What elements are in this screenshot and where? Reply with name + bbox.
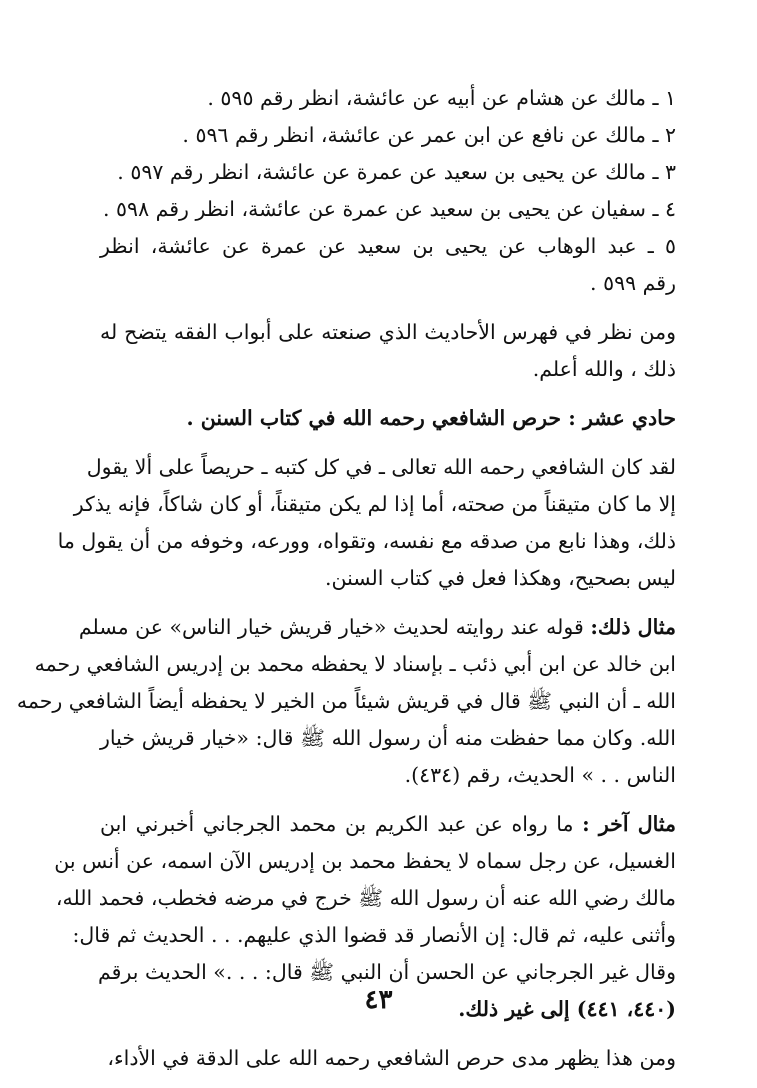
text-line: الله. وكان مما حفظت منه أن رسول الله ﷺ قال: «خيار قريش خيار <box>100 726 676 750</box>
section-title: حرص الشافعي رحمه الله في كتاب السنن . <box>186 406 562 430</box>
text-line: الغسيل، عن رجل سماه لا يحفظ محمد بن إدريس الآن اسمه، عن أنس بن <box>54 849 676 873</box>
example-label: مثال ذلك: <box>590 615 676 639</box>
text-line: ابن خالد عن ابن أبي ذئب ـ بإسناد لا يحفظه محمد بن إدريس الشافعي رحمه <box>34 652 676 676</box>
paragraph-caution <box>57 449 676 597</box>
text-line: ذلك ، والله أعلم. <box>532 357 676 381</box>
text-line: ليس بصحيح، وهكذا فعل في كتاب السنن. <box>324 566 676 590</box>
list-item-continuation: رقم ٥٩٩ . <box>590 271 676 295</box>
paragraph-index-note <box>100 314 676 388</box>
example-label: مثال آخر : <box>582 812 677 836</box>
page-number: ٤٣ <box>364 985 393 1015</box>
text-line: الله ـ أن النبي ﷺ قال في قريش شيئاً من الخير لا يحفظه أيضاً الشافعي رحمه <box>16 689 676 713</box>
narrator-chain-list <box>100 80 676 302</box>
list-item: ٥ ـ عبد الوهاب عن يحيى بن سعيد عن عمرة عن عائشة، انظر <box>100 234 676 258</box>
example-text: قوله عند روايته لحديث «خيار قريش خيار الناس» عن مسلم <box>78 615 584 639</box>
list-item: ١ ـ مالك عن هشام عن أبيه عن عائشة، انظر رقم ٥٩٥ . <box>207 86 676 110</box>
text-line: إلا ما كان متيقناً من صحته، أما إذا لم يكن متيقناً، أو كان شاكاً، فإنه يذكر <box>73 492 676 516</box>
paragraph-conclusion <box>100 1040 676 1077</box>
example-text: ما رواه عن عبد الكريم بن محمد الجرجاني أخبرني ابن <box>100 812 574 836</box>
text-line: ذلك، وهذا نابع من صدقه مع نفسه، وتقواه، وورعه، وخوفه من أن يقول ما <box>57 529 676 553</box>
text-line: لقد كان الشافعي رحمه الله تعالى ـ في كل كتبه ـ حريصاً على ألا يقول <box>86 455 676 479</box>
text-line: وأثنى عليه، ثم قال: إن الأنصار قد قضوا الذي عليهم. . . الحديث ثم قال: <box>72 923 676 947</box>
section-number-label: حادي عشر : <box>568 406 676 430</box>
example-one <box>16 609 676 794</box>
list-item: ٢ ـ مالك عن نافع عن ابن عمر عن عائشة، انظر رقم ٥٩٦ . <box>182 123 676 147</box>
text-line <box>78 609 676 646</box>
text-line: وقال غير الجرجاني عن الحسن أن النبي ﷺ قال: . . .» الحديث برقم <box>98 960 676 984</box>
text-line: (٤٤٠، ٤٤١) إلى غير ذلك. <box>458 997 676 1021</box>
section-heading-line <box>100 400 676 437</box>
text-line: ومن هذا يظهر مدى حرص الشافعي رحمه الله على الدقة في الأداء، <box>107 1046 676 1070</box>
text-line <box>100 806 676 843</box>
text-line: مالك رضي الله عنه أن رسول الله ﷺ خرج في مرضه فخطب، فحمد الله، <box>55 886 676 910</box>
page-body <box>16 80 677 1077</box>
text-line: ومن نظر في فهرس الأحاديث الذي صنعته على أبواب الفقه يتضح له <box>100 320 676 344</box>
section-heading <box>100 400 676 437</box>
text-line: الناس . . » الحديث، رقم (٤٣٤). <box>404 763 676 787</box>
list-item: ٣ ـ مالك عن يحيى بن سعيد عن عمرة عن عائشة، انظر رقم ٥٩٧ . <box>117 160 676 184</box>
list-item: ٤ ـ سفيان عن يحيى بن سعيد عن عمرة عن عائشة، انظر رقم ٥٩٨ . <box>103 197 676 221</box>
